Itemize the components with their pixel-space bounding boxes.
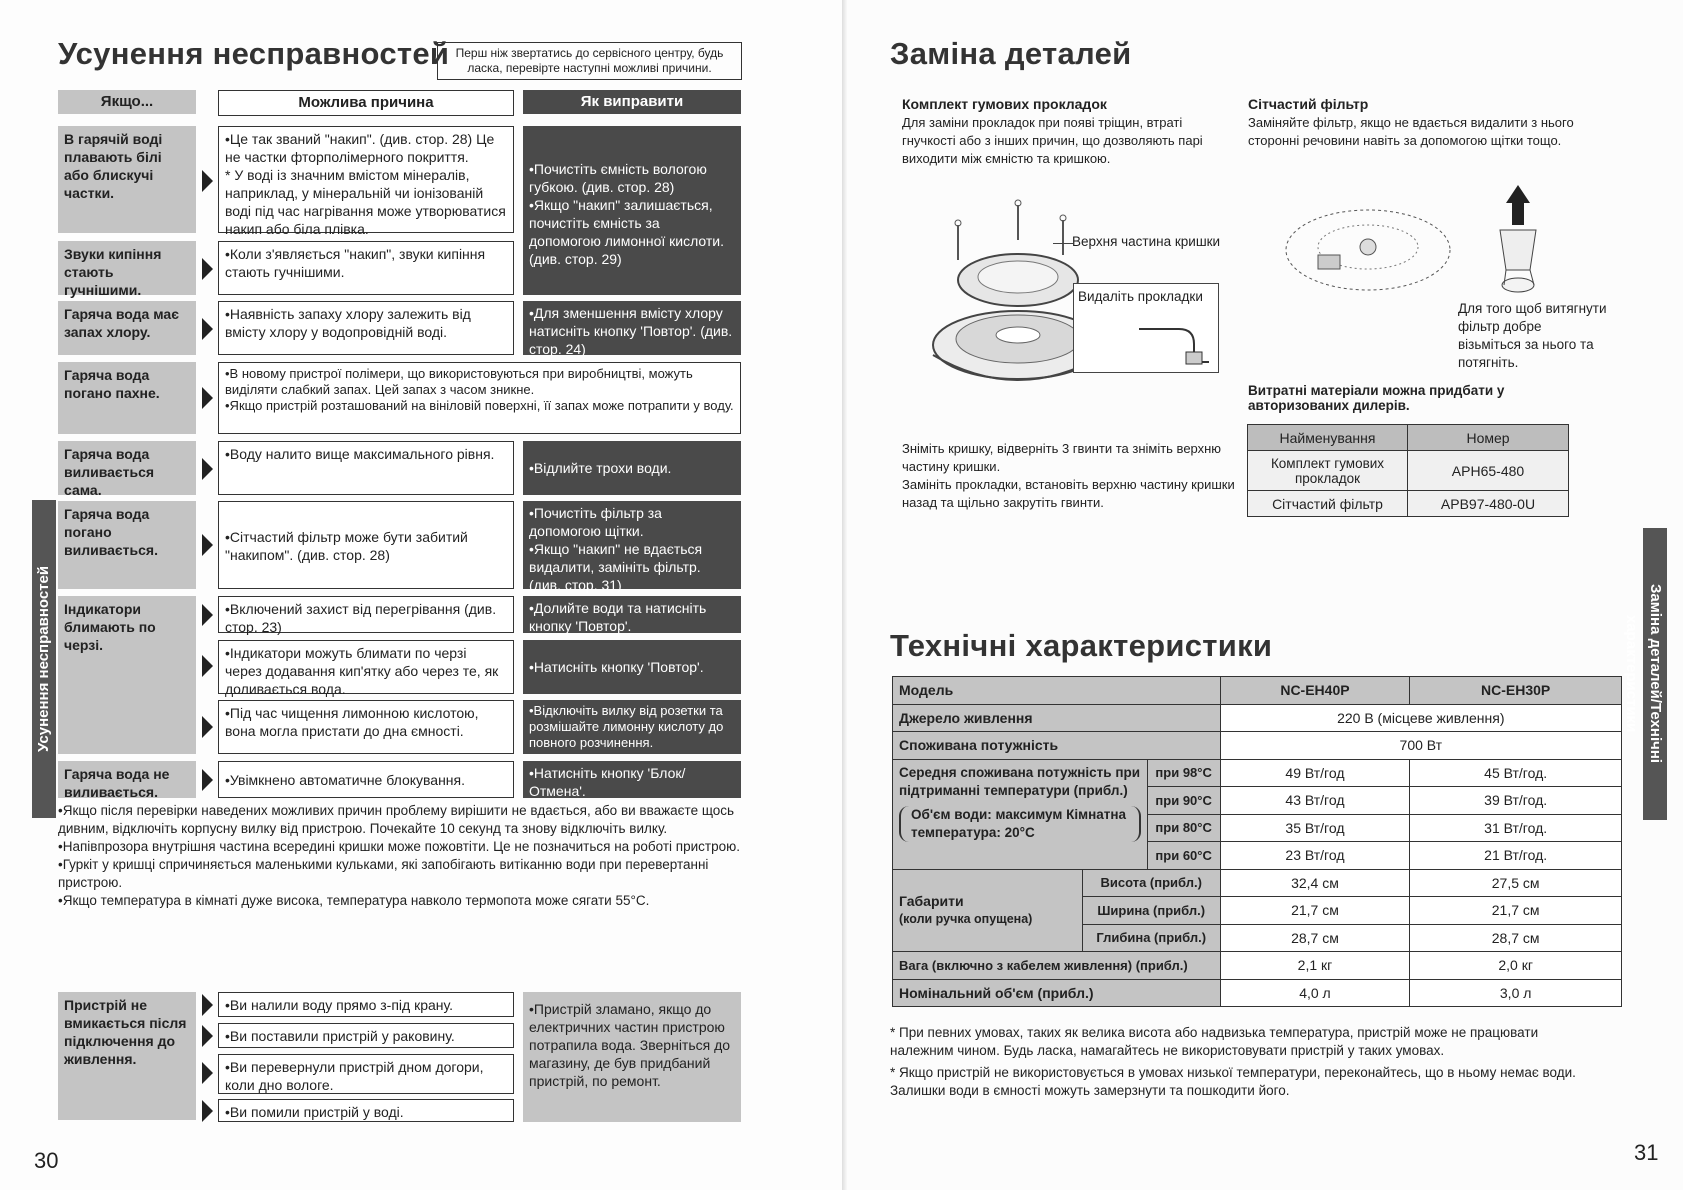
cause-cell: •Сітчастий фільтр може бути забитий "накипом". (див. стор. 28) — [218, 501, 514, 589]
consumables-note: Витратні матеріали можна придбати у авторизованих дилерів. — [1248, 383, 1505, 413]
table-row: Номінальний об'єм (прибл.) 4,0 л 3,0 л — [893, 979, 1622, 1007]
dims-label: Габарити — [899, 893, 964, 910]
cause-cell: •Ви перевернули пристрій дном догори, коли дно вологе. — [218, 1054, 514, 1094]
table-row: при 60°С 23 Вт/год 21 Вт/год. — [893, 842, 1622, 870]
table-row: при 90°С 43 Вт/год 39 Вт/год. — [893, 787, 1622, 815]
fix-cell: •Почистіть ємність вологою губкою. (див. стор. 28) •Якщо "накип" залишається, почистіть ємність за допомогою лимонної кислоти. (див. стор. 29) — [523, 126, 741, 295]
fix-cell: •Відлийте трохи води. — [523, 441, 741, 495]
label-top-lid: Верхня частина кришки — [1072, 234, 1221, 249]
fix-cell: •Почистіть фільтр за допомогою щітки. •Якщо "накип" не вдається видалити, замініть фільтр. (див. стор. 31) — [523, 501, 741, 589]
arrow-icon — [202, 387, 213, 409]
gaskets-text: Для заміни прокладок при появі тріщин, втраті гнучкості або з інших причин, що дозволяють парі виходити між ємністю та кришкою. — [902, 115, 1203, 166]
problem-cell: Індикатори блимають по черзі. — [58, 596, 196, 754]
label-remove-gaskets: Видаліть прокладки — [1078, 289, 1203, 304]
footnote: •Напівпрозора внутрішня частина всередині кришки може пожовтіти. Це не позначиться на роботі пристрою. — [58, 839, 740, 854]
arrow-icon — [202, 769, 213, 791]
leader-line — [1053, 243, 1073, 244]
arrow-icon — [202, 604, 213, 626]
table-row: Споживана потужність 700 Вт — [893, 732, 1622, 760]
table-row: Сітчастий фільтр APB97-480-0U — [1248, 491, 1569, 517]
fix-cell: •Натисніть кнопку 'Блок/ Отмена'. — [523, 761, 741, 798]
header-fix: Як виправити — [523, 90, 741, 114]
page-number: 30 — [34, 1148, 59, 1173]
right-page — [848, 0, 1683, 1190]
table-row: Модель NC-EH40P NC-EH30P — [893, 677, 1622, 705]
table-row: Глибина (прибл.) 28,7 см 28,7 см — [893, 924, 1622, 952]
page-number: 31 — [1634, 1140, 1659, 1165]
gaskets-steps: Зніміть кришку, відверніть 3 гвинти та зніміть верхню частину кришки. Замініть прокладки, встановіть верхню частину кришки назад та щільно закрутіть гвинти. — [902, 441, 1235, 510]
arrow-icon — [202, 1100, 213, 1122]
table-row: Ширина (прибл.) 21,7 см 21,7 см — [893, 897, 1622, 925]
footnote: •Якщо після перевірки наведених можливих причин проблему вирішити не вдається, або ви вважаєте щось дивним, відключіть корпусну вилку від пристрою. Почекайте 10 секунд та знову відключіть вилку. — [58, 803, 735, 836]
cause-cell: •Коли з'являється "накип", звуки кипіння стають гучнішими. — [218, 241, 514, 295]
fix-cell: •Пристрій зламано, якщо до електричних частин пристрою потрапила вода. Зверніться до магазину, де був придбаний пристрій, по ремонт. — [523, 992, 741, 1122]
cause-cell: •Увімкнено автоматичне блокування. — [218, 761, 514, 798]
filter-text: Заміняйте фільтр, якщо не вдається видалити з нього сторонні речовини навіть за допомогою щітки тощо. — [1248, 115, 1574, 148]
problem-cell: Звуки кипіння стають гучнішими. — [58, 241, 196, 295]
footnotes — [58, 802, 748, 910]
spec-table — [892, 676, 1622, 1007]
footnote: •Гуркіт у кришці спричиняється маленькими кульками, які запобігають витіканню води при перевертанні пристрою. — [58, 857, 709, 890]
gaskets-title: Комплект гумових прокладок — [902, 96, 1107, 112]
cause-cell: •Воду налито вище максимального рівня. — [218, 441, 514, 495]
spec-title: Технічні характеристики — [890, 628, 1273, 663]
filter-caption: Для того щоб витягнути фільтр добре візьміться за нього та потягніть. — [1458, 301, 1607, 370]
gasket-icon — [1134, 324, 1214, 369]
spec-notes — [890, 1024, 1590, 1100]
arrow-icon — [202, 258, 213, 280]
arrow-icon — [202, 994, 213, 1016]
arrow-icon — [202, 1025, 213, 1047]
header-if: Якщо... — [58, 90, 196, 114]
filter-illustration — [1278, 185, 1538, 315]
table-row: Джерело живлення 220 В (місцеве живлення) — [893, 704, 1622, 732]
cause-cell: •Це так званий "накип". (див. стор. 28) Це не частки фторполімерного покриття. * У воді із значним вмістом мінералів, наприклад, у мінеральній чи іонізованій воді під час нагрівання може утворюватися накип або біла плівка. — [218, 126, 514, 233]
arrow-icon — [202, 170, 213, 192]
dims-sub: (коли ручка опущена) — [899, 912, 1033, 927]
table-row: Габарити (коли ручка опущена) Висота (прибл.) 32,4 см 27,5 см — [893, 869, 1622, 897]
parts-title: Заміна деталей — [890, 36, 1132, 71]
spec-note: * При певних умовах, таких як велика висота або надвизька температура, пристрій може не працювати належним чином. Будь ласка, намагайтесь не використовувати пристрій у таких умовах. — [890, 1025, 1539, 1058]
gasket-detail-box — [1073, 283, 1219, 373]
arrow-icon — [202, 458, 213, 480]
fix-cell: •Для зменшення вмісту хлору натисніть кнопку 'Повтор'. (див. стор. 24) — [523, 301, 741, 355]
cause-cell: •Індикатори можуть блимати по черзі через додавання кип'ятку або через те, як доливається вода. — [218, 640, 514, 694]
cause-cell: •Під час чищення лимонною кислотою, вона могла пристати до дна ємності. — [218, 700, 514, 754]
filter-title: Сітчастий фільтр — [1248, 96, 1369, 112]
cause-cell: •Ви помили пристрій у воді. — [218, 1099, 514, 1122]
side-tab-right: Заміна деталей/Технічні характеристики — [1643, 528, 1667, 820]
problem-cell: Гаряча вода не виливається. — [58, 761, 196, 798]
avg-power-label: Середня споживана потужність при підтриманні температури (прибл.) — [899, 764, 1141, 798]
side-tab-left: Усунення несправностей — [32, 500, 56, 818]
troubleshooting-title: Усунення несправностей — [58, 36, 450, 71]
cause-cell-wide: •В новому пристрої полімери, що використовуються при виробництві, можуть виділяти слабкий запах. Цей запах з часом зникне. •Якщо пристрій розташований на вініловій поверхні, її запах може потрапити у воду. — [218, 362, 741, 434]
header-cause: Можлива причина — [218, 90, 514, 116]
arrow-icon — [202, 655, 213, 677]
problem-cell: В гарячій воді плавають білі або блискучі частки. — [58, 126, 196, 233]
parts-table — [1247, 424, 1569, 517]
parts-header-name: Найменування — [1248, 425, 1408, 451]
table-row: при 80°С 35 Вт/год 31 Вт/год. — [893, 814, 1622, 842]
table-row: Вага (включно з кабелем живлення) (прибл.) 2,1 кг 2,0 кг — [893, 952, 1622, 980]
cause-cell: •Ви поставили пристрій у раковину. — [218, 1023, 514, 1048]
avg-power-conditions: Об'єм води: максимум Кімнатна температура: 20°С — [899, 806, 1141, 842]
fix-cell: •Натисніть кнопку 'Повтор'. — [523, 640, 741, 694]
problem-cell: Гаряча вода погано виливається. — [58, 501, 196, 589]
arrow-icon — [202, 534, 213, 556]
parts-header-number: Номер — [1408, 425, 1569, 451]
table-row: Комплект гумових прокладок APH65-480 — [1248, 451, 1569, 491]
spec-note: * Якщо пристрій не використовується в умовах низької температури, переконайтесь, що в ньому немає води. Залишки води в ємності можуть замерзнути та пошкодити його. — [890, 1065, 1576, 1098]
problem-cell: Гаряча вода погано пахне. — [58, 362, 196, 434]
service-note: Перш ніж звертатись до сервісного центру, будь ласка, перевірте наступні можливі причини. — [437, 42, 742, 80]
cause-cell: •Наявність запаху хлору залежить від вмісту хлору у водопровідній воді. — [218, 301, 514, 355]
problem-cell: Пристрій не вмикається після підключення до живлення. — [58, 992, 196, 1120]
arrow-icon — [202, 1062, 213, 1084]
problem-cell: Гаряча вода має запах хлору. — [58, 301, 196, 355]
problem-cell: Гаряча вода виливається сама. — [58, 441, 196, 495]
arrow-icon — [202, 716, 213, 738]
fix-cell: •Долийте води та натисніть кнопку 'Повтор'. — [523, 596, 741, 633]
cause-cell: •Ви налили воду прямо з-під крану. — [218, 992, 514, 1017]
table-row: Середня споживана потужність при підтриманні температури (прибл.) Об'єм води: максимум Кімнатна температура: 20°С при 98°С 49 Вт/год 45 Вт/год. — [893, 759, 1622, 787]
fix-cell: •Відключіть вилку від розетки та розмішайте лимонну кислоту до повного розчинення. — [523, 700, 741, 754]
cause-cell: •Включений захист від перегрівання (див. стор. 23) — [218, 596, 514, 633]
footnote: •Якщо температура в кімнаті дуже висока, температура навколо термопота може сягати 55°С. — [58, 893, 650, 908]
arrow-icon — [202, 318, 213, 340]
